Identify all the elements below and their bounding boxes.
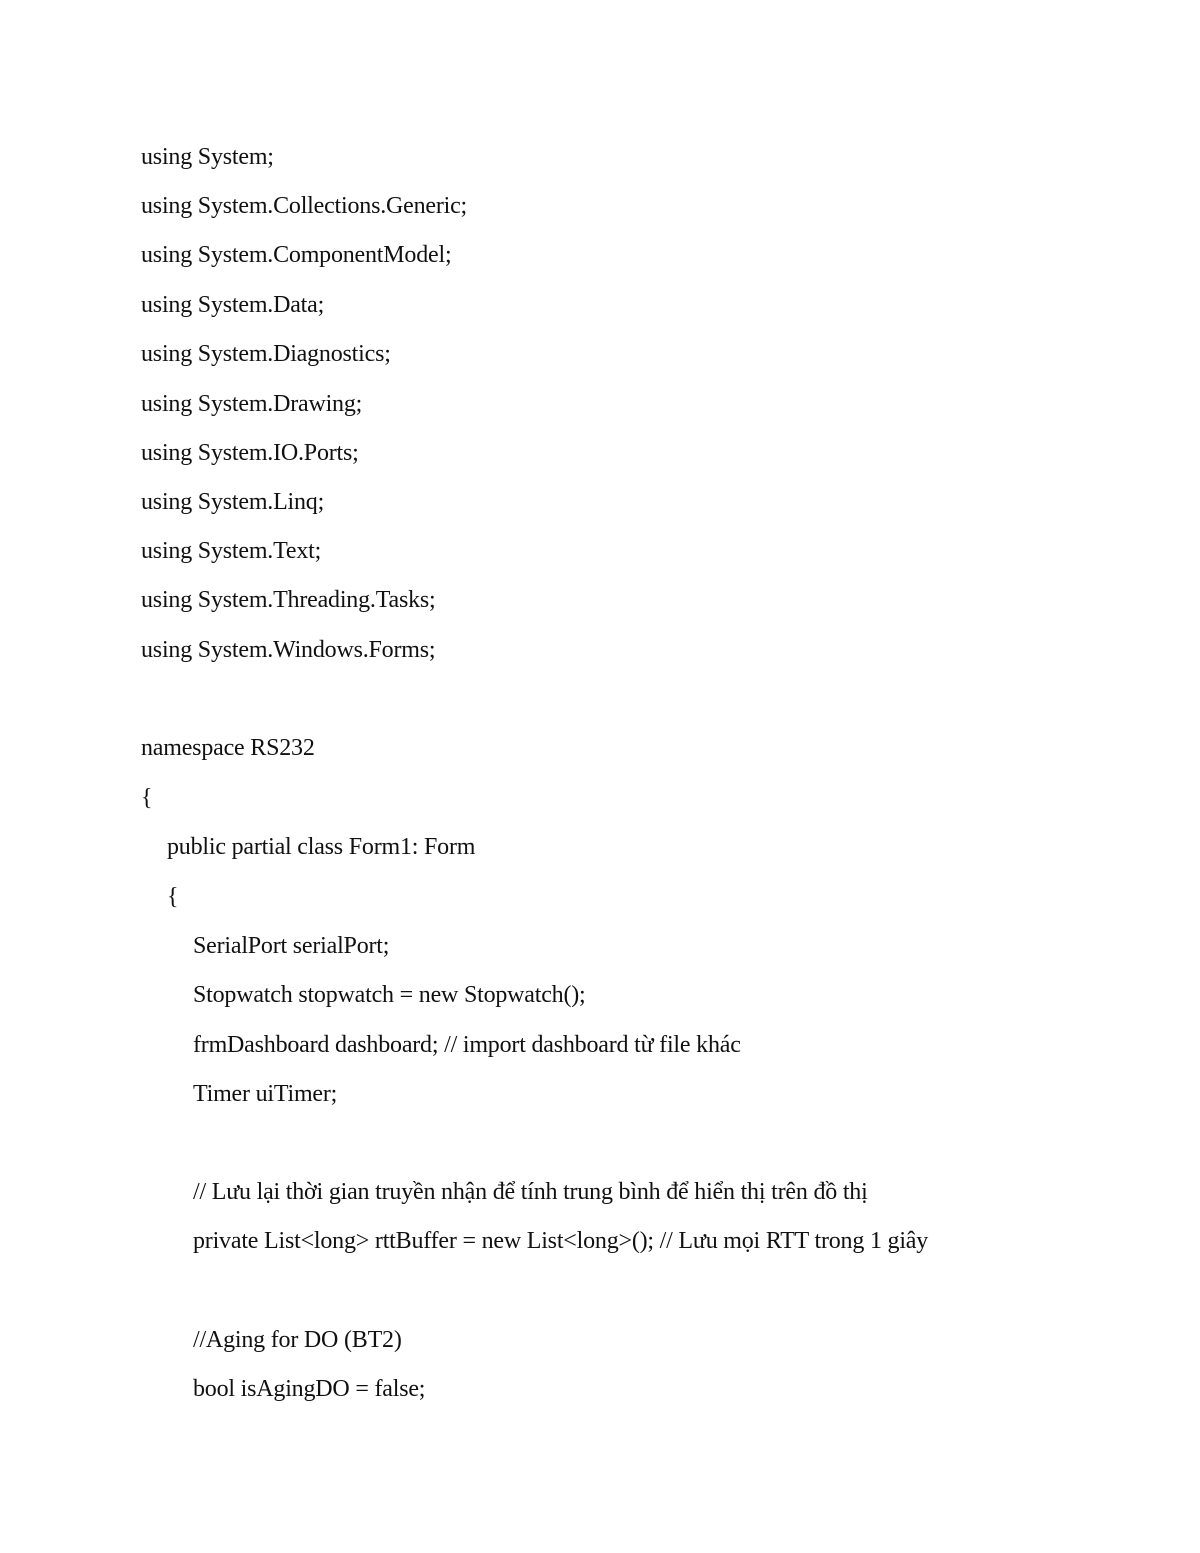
code-line-class-open-brace: { <box>167 884 179 910</box>
code-line-isagingdo-field: bool isAgingDO = false; <box>193 1376 426 1402</box>
code-line-using-diagnostics: using System.Diagnostics; <box>141 341 391 367</box>
code-line-class-declaration: public partial class Form1: Form <box>167 834 476 860</box>
code-line-using-windows-forms: using System.Windows.Forms; <box>141 637 436 663</box>
code-line-namespace-open-brace: { <box>141 785 153 811</box>
code-line-rttbuffer-field: private List<long> rttBuffer = new List<long>(); // Lưu mọi RTT trong 1 giây <box>193 1228 929 1254</box>
code-line-using-componentmodel: using System.ComponentModel; <box>141 242 452 268</box>
code-line-stopwatch-field: Stopwatch stopwatch = new Stopwatch(); <box>193 982 586 1008</box>
code-line-namespace: namespace RS232 <box>141 735 315 761</box>
code-line-using-linq: using System.Linq; <box>141 489 325 515</box>
code-line-aging-comment: //Aging for DO (BT2) <box>193 1327 402 1353</box>
code-line-using-text: using System.Text; <box>141 538 322 564</box>
code-line-serialport-field: SerialPort serialPort; <box>193 933 390 959</box>
code-line-dashboard-field: frmDashboard dashboard; // import dashboard từ file khác <box>193 1032 741 1058</box>
code-line-uitimer-field: Timer uiTimer; <box>193 1081 338 1107</box>
code-line-using-system: using System; <box>141 144 274 170</box>
code-line-using-threading-tasks: using System.Threading.Tasks; <box>141 587 436 613</box>
code-line-using-drawing: using System.Drawing; <box>141 391 363 417</box>
code-line-rtt-comment: // Lưu lại thời gian truyền nhận để tính trung bình để hiển thị trên đồ thị <box>193 1179 868 1205</box>
code-line-using-collections-generic: using System.Collections.Generic; <box>141 193 468 219</box>
code-line-using-io-ports: using System.IO.Ports; <box>141 440 359 466</box>
code-line-using-data: using System.Data; <box>141 292 325 318</box>
